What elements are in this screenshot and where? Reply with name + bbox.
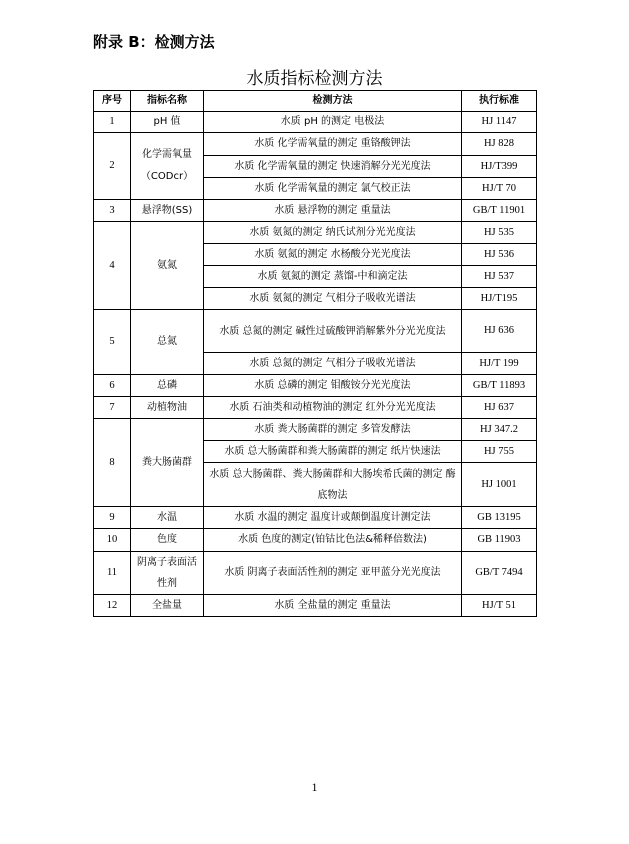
row-method: 水质 总大肠菌群、粪大肠菌群和大肠埃希氏菌的测定 酶底物法	[204, 463, 462, 507]
table-row	[94, 133, 537, 156]
row-standard: HJ 637	[462, 397, 537, 419]
row-indicator: 化学需氧量（CODcr）	[131, 133, 204, 200]
row-index: 6	[94, 375, 131, 397]
table-row	[94, 375, 537, 397]
table-row	[94, 507, 537, 529]
header-method: 检测方法	[204, 91, 462, 112]
row-standard: HJ 536	[462, 244, 537, 266]
row-index: 2	[94, 133, 131, 200]
row-method: 水质 色度的测定(铂钴比色法&稀释倍数法)	[204, 529, 462, 552]
row-standard: HJ/T 199	[462, 353, 537, 375]
row-standard: HJ/T399	[462, 156, 537, 178]
table-row	[94, 595, 537, 617]
row-standard: GB/T 7494	[462, 552, 537, 595]
table-row	[94, 397, 537, 419]
row-standard: HJ 1001	[462, 463, 537, 507]
row-index: 1	[94, 112, 131, 133]
row-standard: HJ 537	[462, 266, 537, 288]
row-method: 水质 总氮的测定 碱性过硫酸钾消解紫外分光光度法	[204, 310, 462, 353]
row-standard: HJ/T195	[462, 288, 537, 310]
row-method: 水质 石油类和动植物油的测定 红外分光光度法	[204, 397, 462, 419]
table-row	[94, 419, 537, 441]
row-indicator: pH 值	[131, 112, 204, 133]
methods-table	[93, 90, 537, 617]
appendix-title: 附录 B：检测方法	[93, 33, 215, 51]
row-index: 11	[94, 552, 131, 595]
row-method: 水质 总磷的测定 钼酸铵分光光度法	[204, 375, 462, 397]
document-title: 水质指标检测方法	[246, 69, 383, 89]
row-method: 水质 氨氮的测定 蒸馏-中和滴定法	[204, 266, 462, 288]
table-row	[94, 112, 537, 133]
row-standard: GB 13195	[462, 507, 537, 529]
table-row	[94, 529, 537, 552]
row-indicator: 悬浮物(SS)	[131, 200, 204, 222]
row-method: 水质 化学需氧量的测定 重铬酸钾法	[204, 133, 462, 156]
row-index: 9	[94, 507, 131, 529]
row-standard: HJ/T 51	[462, 595, 537, 617]
row-method: 水质 悬浮物的测定 重量法	[204, 200, 462, 222]
row-indicator: 总磷	[131, 375, 204, 397]
row-index: 12	[94, 595, 131, 617]
row-indicator: 氨氮	[131, 222, 204, 310]
table-body	[94, 112, 537, 617]
table-row	[94, 200, 537, 222]
row-method: 水质 水温的测定 温度计或颠倒温度计测定法	[204, 507, 462, 529]
row-index: 7	[94, 397, 131, 419]
row-method: 水质 总氮的测定 气相分子吸收光谱法	[204, 353, 462, 375]
row-index: 4	[94, 222, 131, 310]
row-standard: HJ 535	[462, 222, 537, 244]
row-standard: GB/T 11901	[462, 200, 537, 222]
row-standard: HJ/T 70	[462, 178, 537, 200]
row-standard: HJ 636	[462, 310, 537, 353]
row-method: 水质 氨氮的测定 气相分子吸收光谱法	[204, 288, 462, 310]
row-indicator: 动植物油	[131, 397, 204, 419]
row-standard: HJ 347.2	[462, 419, 537, 441]
row-indicator: 水温	[131, 507, 204, 529]
row-method: 水质 化学需氧量的测定 快速消解分光光度法	[204, 156, 462, 178]
row-standard: GB 11903	[462, 529, 537, 552]
row-index: 3	[94, 200, 131, 222]
row-method: 水质 化学需氧量的测定 氯气校正法	[204, 178, 462, 200]
row-standard: HJ 755	[462, 441, 537, 463]
header-indicator: 指标名称	[131, 91, 204, 112]
row-index: 10	[94, 529, 131, 552]
table-row	[94, 310, 537, 353]
row-indicator: 总氮	[131, 310, 204, 375]
header-index: 序号	[94, 91, 131, 112]
row-method: 水质 阴离子表面活性剂的测定 亚甲蓝分光光度法	[204, 552, 462, 595]
table-row	[94, 222, 537, 244]
row-standard: GB/T 11893	[462, 375, 537, 397]
row-index: 5	[94, 310, 131, 375]
row-method: 水质 氨氮的测定 水杨酸分光光度法	[204, 244, 462, 266]
row-indicator: 全盐量	[131, 595, 204, 617]
row-method: 水质 全盐量的测定 重量法	[204, 595, 462, 617]
row-indicator: 阴离子表面活性剂	[131, 552, 204, 595]
header-standard: 执行标准	[462, 91, 537, 112]
table-row	[94, 552, 537, 595]
row-index: 8	[94, 419, 131, 507]
page-number: 1	[311, 780, 318, 794]
row-method: 水质 粪大肠菌群的测定 多管发酵法	[204, 419, 462, 441]
row-method: 水质 氨氮的测定 纳氏试剂分光光度法	[204, 222, 462, 244]
row-method: 水质 pH 的测定 电极法	[204, 112, 462, 133]
row-standard: HJ 1147	[462, 112, 537, 133]
row-standard: HJ 828	[462, 133, 537, 156]
table-header-row	[94, 91, 537, 112]
row-indicator: 色度	[131, 529, 204, 552]
row-indicator: 粪大肠菌群	[131, 419, 204, 507]
row-method: 水质 总大肠菌群和粪大肠菌群的测定 纸片快速法	[204, 441, 462, 463]
